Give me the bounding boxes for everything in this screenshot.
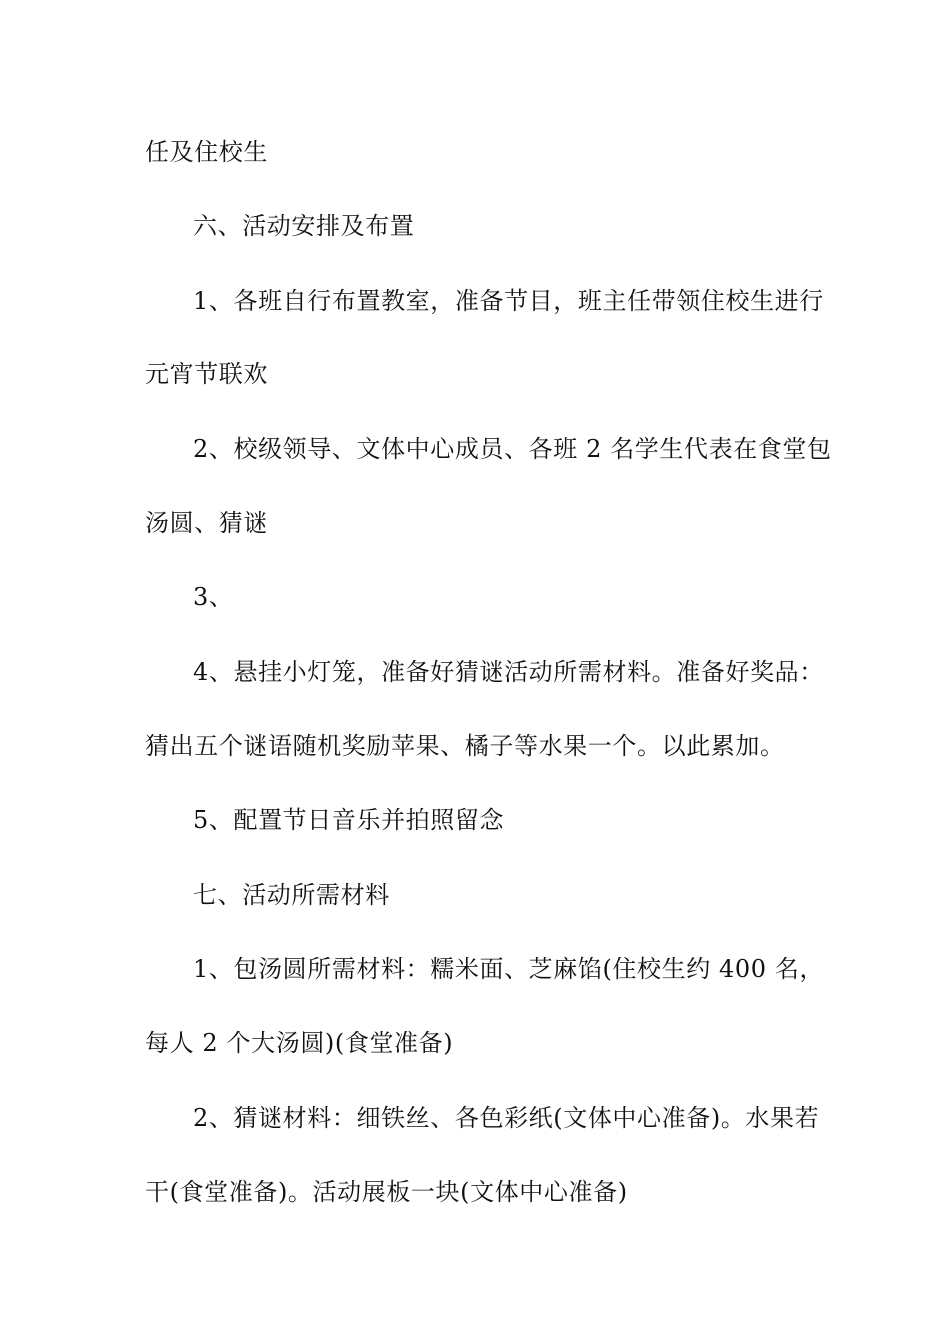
text-line: 4、悬挂小灯笼，准备好猜谜活动所需材料。准备好奖品：	[193, 658, 824, 686]
section-heading-seven: 七、活动所需材料	[193, 881, 390, 909]
text-line-continuation: 任及住校生	[145, 138, 268, 166]
text-line: 5、配置节日音乐并拍照留念	[193, 806, 505, 834]
text-line: 1、各班自行布置教室，准备节目，班主任带领住校生进行	[193, 287, 824, 315]
text-line: 汤圆、猜谜	[145, 509, 268, 537]
section-heading-six: 六、活动安排及布置	[193, 212, 415, 240]
text-line: 2、校级领导、文体中心成员、各班 2 名学生代表在食堂包	[193, 435, 832, 463]
text-line: 2、猜谜材料：细铁丝、各色彩纸(文体中心准备)。水果若	[193, 1104, 820, 1132]
text-line: 干(食堂准备)。活动展板一块(文体中心准备)	[145, 1178, 628, 1206]
text-line: 3、	[193, 583, 234, 611]
text-line: 每人 2 个大汤圆)(食堂准备)	[145, 1029, 454, 1057]
text-line: 1、包汤圆所需材料：糯米面、芝麻馅(住校生约 400 名，	[193, 955, 825, 983]
text-line: 猜出五个谜语随机奖励苹果、橘子等水果一个。以此累加。	[145, 732, 785, 760]
text-line: 元宵节联欢	[145, 360, 268, 388]
